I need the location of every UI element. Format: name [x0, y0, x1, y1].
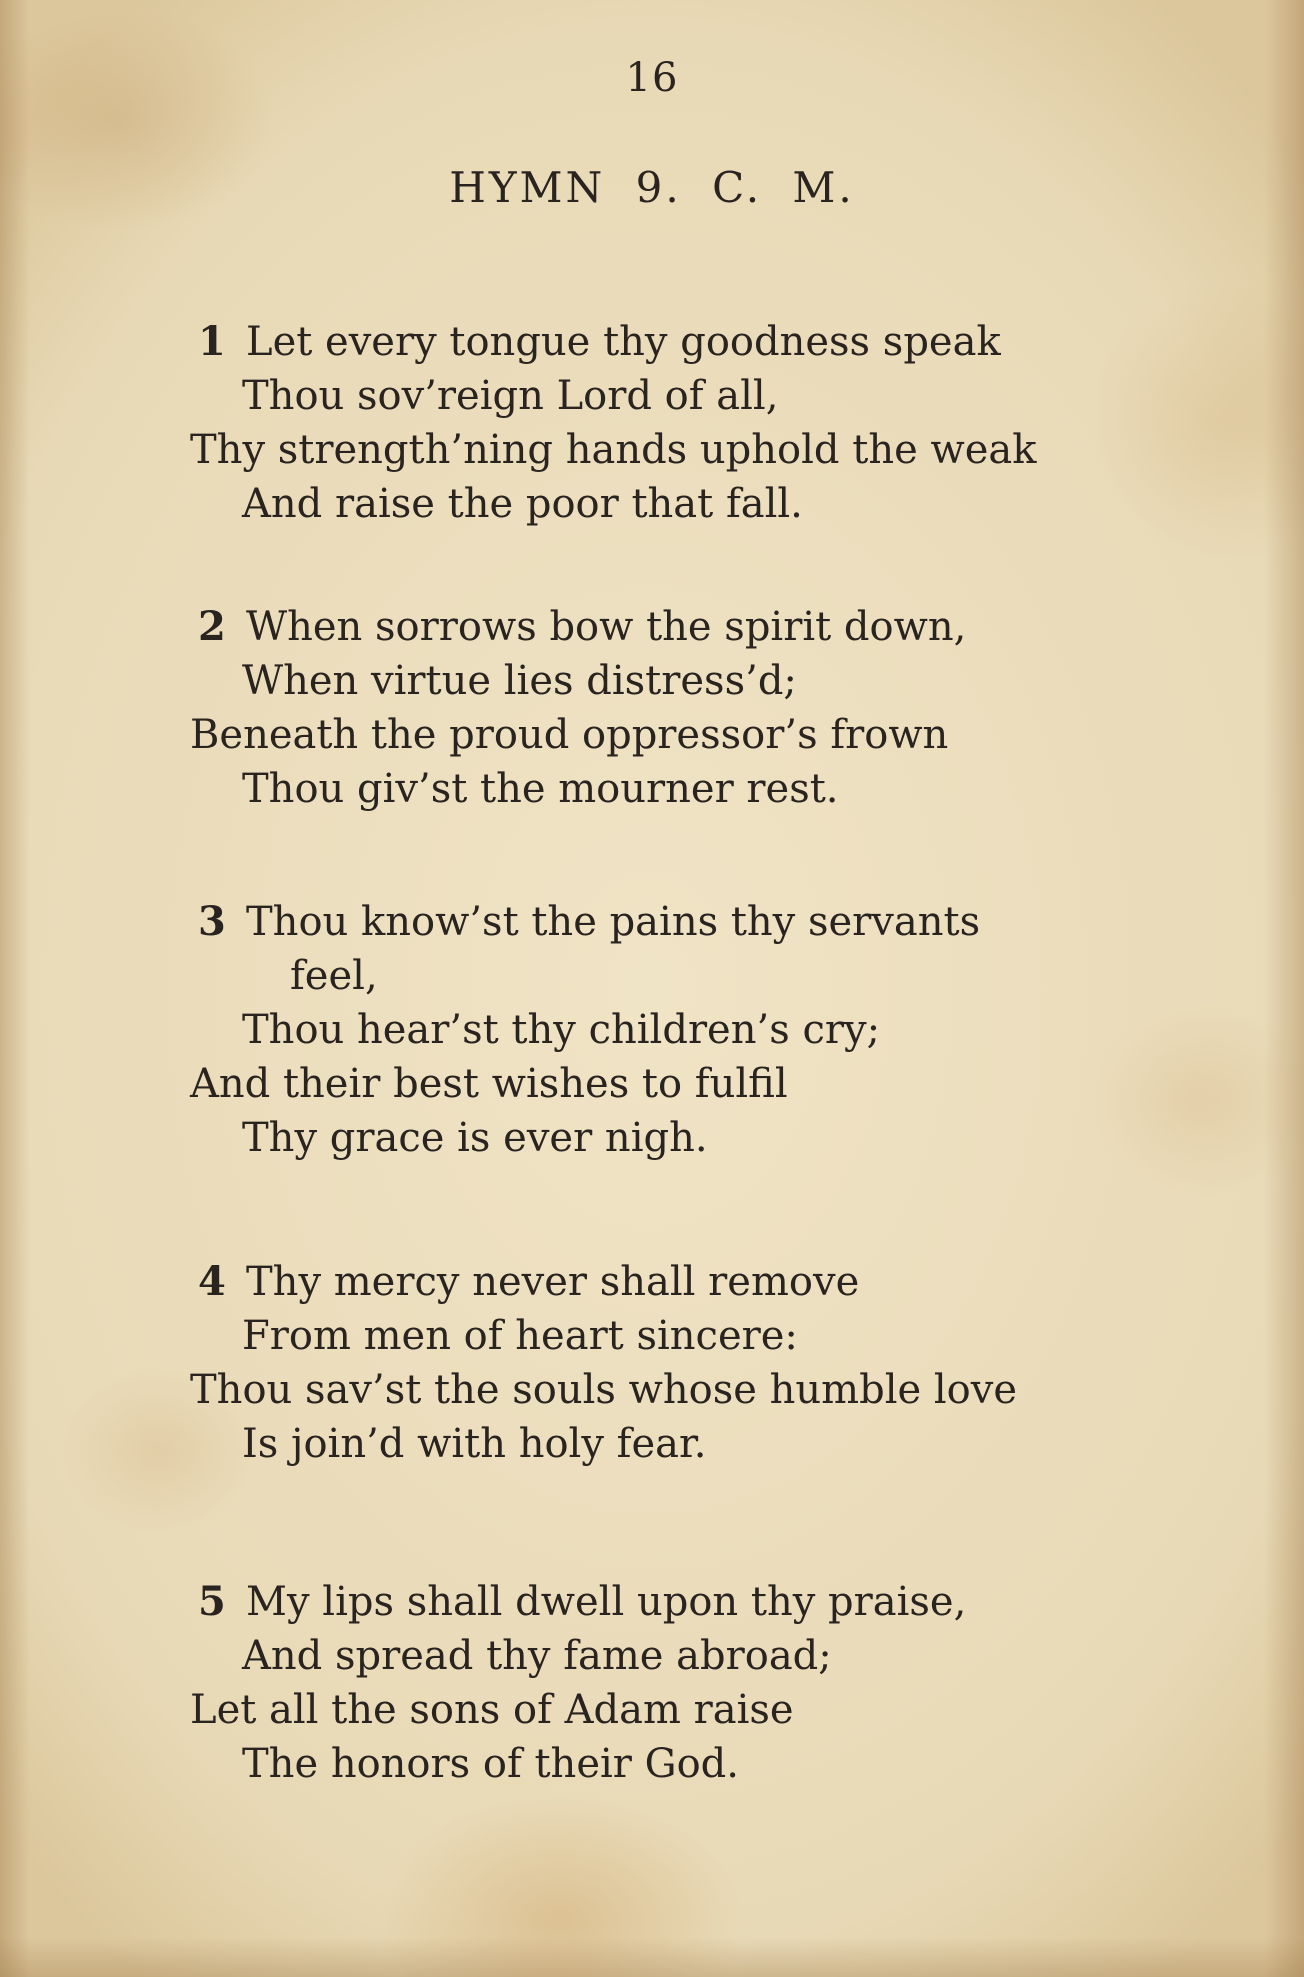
line-text: The honors of their God. [242, 1741, 739, 1787]
line-text: And their best wishes to fulfil [190, 1061, 788, 1107]
stanza-line [190, 1309, 1190, 1363]
line-text: Let all the sons of Adam raise [190, 1687, 794, 1733]
line-text: My lips shall dwell upon thy praise, [246, 1579, 967, 1625]
stanza-number: 3 [198, 898, 226, 945]
stanza-number: 1 [198, 318, 226, 365]
stanza-2 [190, 600, 1190, 816]
line-text: Thy grace is ever nigh. [242, 1115, 708, 1161]
page-edge-bottom [0, 1937, 1304, 1977]
line-text: Thou sav’st the souls whose humble love [190, 1367, 1018, 1413]
line-text: Thy mercy never shall remove [246, 1259, 860, 1305]
line-text: feel, [290, 953, 378, 999]
page-edge-left [0, 0, 30, 1977]
stanza-1 [190, 315, 1190, 531]
stanza-number: 2 [198, 603, 226, 650]
stanza-line [190, 1683, 1190, 1737]
stanza-line [190, 315, 1190, 369]
stanza-line [190, 762, 1190, 816]
stanza-line [190, 708, 1190, 762]
line-text: Thou giv’st the mourner rest. [242, 766, 839, 812]
hymn-title: HYMN 9. C. M. [449, 163, 855, 212]
stanza-line [190, 1255, 1190, 1309]
stanza-line [190, 1111, 1190, 1165]
stanza-line [190, 654, 1190, 708]
line-text: Beneath the proud oppressor’s frown [190, 712, 949, 758]
stanza-line [190, 895, 1190, 949]
stanza-number: 4 [198, 1258, 226, 1305]
stanza-line [190, 1737, 1190, 1791]
stanza-line [190, 1057, 1190, 1111]
stanza-5 [190, 1575, 1190, 1791]
line-text: Is join’d with holy fear. [242, 1421, 707, 1467]
stanza-line [190, 423, 1190, 477]
line-text: Thou sov’reign Lord of all, [242, 373, 779, 419]
line-text: Thou hear’st thy children’s cry; [242, 1007, 881, 1053]
stanza-line [190, 1575, 1190, 1629]
page-edge-right [1264, 0, 1304, 1977]
line-text: And raise the poor that fall. [242, 481, 803, 527]
stanza-line [190, 369, 1190, 423]
stanza-number: 5 [198, 1578, 226, 1625]
line-text: Let every tongue thy goodness speak [246, 319, 1001, 365]
stanza-line [190, 600, 1190, 654]
page-number: 16 [625, 55, 679, 101]
line-text: And spread thy fame abroad; [242, 1633, 832, 1679]
stanza-line [190, 1417, 1190, 1471]
line-text: Thy strength’ning hands uphold the weak [190, 427, 1037, 473]
line-text: From men of heart sincere: [242, 1313, 798, 1359]
stanza-line [190, 477, 1190, 531]
line-text: When sorrows bow the spirit down, [246, 604, 967, 650]
stanza-line [190, 1363, 1190, 1417]
line-text: Thou know’st the pains thy servants [246, 899, 981, 945]
stanza-4 [190, 1255, 1190, 1471]
stanza-line [190, 949, 1190, 1003]
stanza-line [190, 1003, 1190, 1057]
line-text: When virtue lies distress’d; [242, 658, 797, 704]
stanza-line [190, 1629, 1190, 1683]
stanza-3 [190, 895, 1190, 1165]
